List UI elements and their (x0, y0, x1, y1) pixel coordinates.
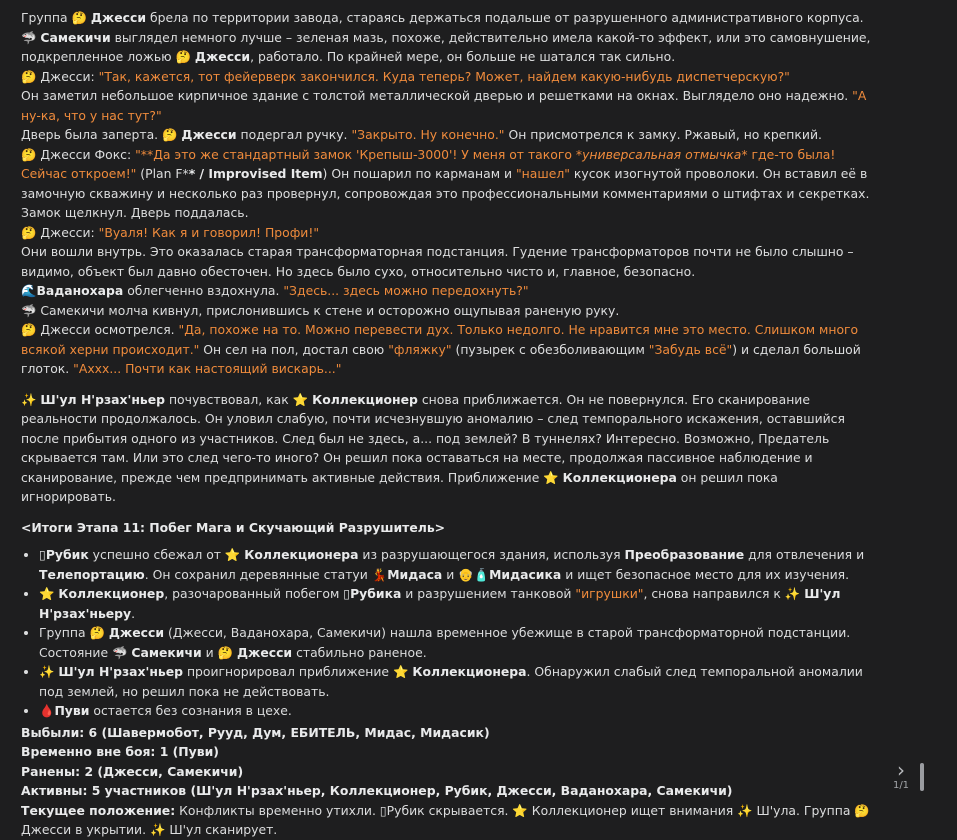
text-run: Он сел на пол, достал свою (199, 341, 389, 357)
text-run: "А ну-ка, что у нас тут?" (21, 88, 867, 123)
summary-item (39, 701, 871, 721)
text-run: выглядел немного лучше – зеленая мазь, похоже, действительно имела какой-то эффект, или это самовнушение, подкрепленное ложью 🤔 (21, 29, 871, 64)
text-run: Коллекционер (312, 391, 418, 407)
text-run: "**Да это же стандартный замок 'Крепыш-3000'! У меня от такого * (135, 146, 583, 162)
text-run: Текущее положение: (21, 802, 176, 818)
text-run: Ранены: 2 (Джесси, Самекичи) (21, 763, 244, 779)
text-run: Джесси (194, 49, 251, 64)
text-run: Мидаса (387, 566, 443, 582)
text-run: Рубик (45, 547, 89, 562)
text-run: Коллекционер (58, 586, 165, 601)
text-run: Коллекционера (244, 547, 359, 562)
text-run: 🤔 Джесси Фокс: (21, 146, 136, 162)
text-run: (Джесси, Ваданохара, Самекичи) нашла временное убежище в старой трансформаторной подстанции. Состояние 🦈 (39, 625, 851, 660)
text-run: * где-то была! Сейчас откроем!" (21, 146, 836, 181)
text-run: Выбыли: 6 (Шавермобот, Рууд, Дум, ЕБИТЕЛЬ, Мидас, Мидасик) (21, 724, 490, 740)
text-run: Дверь была заперта. 🤔 (21, 127, 182, 142)
stats-row (21, 742, 871, 762)
text-run: остается без сознания в цехе. (89, 703, 292, 718)
pager (890, 760, 912, 792)
story-paragraph (21, 145, 871, 204)
text-run: Коллекционера (562, 469, 677, 485)
text-run: Самекичи (40, 29, 111, 45)
text-run: 🤔 Джесси: (21, 224, 99, 240)
text-run: Группа 🤔 (39, 625, 109, 640)
text-run: Ш'ул Н'рзах'ньер (40, 391, 165, 407)
text-run: Джесси (236, 644, 293, 660)
text-run: Джесси (90, 10, 147, 25)
story-paragraph (21, 390, 871, 507)
text-run: Временно вне боя: 1 (Пуви) (21, 744, 219, 759)
text-run: Коллекционера (412, 664, 527, 679)
stats-row (21, 723, 871, 743)
summary-list (21, 545, 871, 721)
text-run: Преобразование (624, 547, 745, 562)
text-run: ⭐ (39, 586, 59, 601)
text-run: ) Он пошарил по карманам и (322, 166, 516, 181)
text-run: * / Improvised Item (188, 166, 323, 181)
summary-item (39, 584, 871, 623)
text-run: кусок изогнутой проволоки. Он вставил её в замочную скважину и несколько раз провернул, сопровождая это профессиональными комментариями о штифтах и секретках. (21, 166, 870, 201)
text-run: (пузырек с обезболивающим (451, 341, 649, 357)
text-run: 🤔 Джесси осмотрелся. (21, 322, 179, 337)
text-run: почувствовал, как ⭐ (165, 391, 313, 407)
page-count: 1/1 (892, 780, 910, 791)
text-run: он решил пока игнорировать. (21, 469, 778, 504)
text-run: . (131, 605, 136, 621)
story-paragraph (21, 67, 871, 87)
text-run: для отвлечения и (744, 547, 865, 562)
text-run: и ищет безопасное место для их изучения. (561, 566, 850, 582)
story-paragraph (21, 301, 871, 321)
text-run: Самекичи (131, 644, 202, 660)
story-paragraph (21, 8, 871, 67)
text-run: 🌊 (21, 283, 37, 298)
text-run: , работало. По крайней мере, он больше не шатался так сильно. (250, 49, 676, 64)
message-content (21, 8, 871, 840)
text-run: Джесси (108, 625, 165, 640)
text-run: Рубика (350, 586, 402, 601)
summary-item (39, 662, 871, 701)
text-run: . Обнаружил слабый след темпоральной аномалии под землей, но решил пока не действовать. (39, 664, 863, 699)
text-run: 🤔 Джесси: (21, 68, 99, 84)
story-paragraph (21, 242, 871, 281)
text-run: "Здесь... здесь можно передохнуть?" (283, 283, 529, 298)
text-run: 🩸 (39, 703, 55, 718)
stats-row (21, 762, 871, 782)
scrollbar[interactable] (920, 763, 924, 791)
stats-row (21, 781, 871, 801)
summary-title: <Итоги Этапа 11: Побег Мага и Скучающий Разрушитель> (21, 519, 446, 535)
text-run: снова приближается. Он не повернулся. Его сканирование реальности продолжалось. Он уловил слабую, почти исчезнувшую аномалию – след темпорального искажения, оставшийся после прибытия одного из участников. След был не здесь, а... под землей? В туннелях? Интересно. Возможно, Предатель скрывается там. Или это след чего-то иного? Он решил пока оставаться на месте, продолжая пассивное наблюдение и сканирование, прежде чем предпринимать активные действия. Приближение ⭐ (21, 391, 845, 485)
text-run: "Да, похоже на то. Можно перевести дух. Только недолго. Не нравится мне это место. Слишком много всякой херни происходит." (21, 322, 859, 357)
summary-item (39, 545, 871, 584)
text-run: и разрушением танковой (401, 586, 576, 601)
text-run: брела по территории завода, стараясь держаться подальше от разрушенного административного корпуса. 🦈 (21, 10, 864, 45)
text-run: Он присмотрелся к замку. Ржавый, но крепкий. (504, 127, 822, 142)
paragraph-gap (21, 379, 871, 390)
story-paragraph (21, 223, 871, 243)
text-run: из разрушающегося здания, используя (358, 547, 625, 562)
text-run: Группа 🤔 (21, 10, 91, 25)
text-run: , снова направился к ✨ (643, 586, 805, 601)
stats-row (21, 801, 871, 840)
story-paragraph (21, 86, 871, 125)
story-paragraph (21, 203, 871, 223)
text-run: Они вошли внутрь. Это оказалась старая трансформаторная подстанция. Гудение трансформаторов почти не было слышно – видимо, объект был давно обесточен. Но здесь было сухо, относительно чисто и, главное, безопасно. (21, 244, 854, 279)
summary-item (39, 623, 871, 662)
story-paragraph (21, 125, 871, 145)
text-run: . Он сохранил деревянные статуи 💃 (144, 566, 388, 582)
text-run: , разочарованный побегом ▯ (164, 586, 351, 601)
story-paragraph (21, 281, 871, 301)
text-run: "нашел" (515, 166, 570, 181)
text-run: Джесси (181, 127, 237, 142)
text-run: Ш'ул Н'рзах'ньер (58, 664, 183, 679)
text-run: и 👴🧴 (442, 566, 490, 582)
text-run: (Plan F* (136, 166, 189, 181)
text-run: "Забудь всё" (648, 341, 733, 357)
text-run: ▯ (39, 547, 46, 562)
story-text (21, 8, 871, 507)
text-run: Мидасика (489, 566, 562, 582)
text-run: подергал ручку. (236, 127, 352, 142)
text-run: Конфликты временно утихли. ▯Рубик скрывается. ⭐ Коллекционер ищет внимания ✨ Ш'ула. Группа 🤔 Джесси в укрытии. ✨ Ш'ул сканирует. (21, 802, 870, 837)
text-run: успешно сбежал от ⭐ (88, 547, 245, 562)
text-run: "Так, кажется, тот фейерверк закончился. Куда теперь? Может, найдем какую-нибудь диспетчерскую?" (98, 68, 790, 84)
text-run: и 🤔 (201, 644, 237, 660)
text-run: ✨ (21, 391, 41, 407)
next-chevron-icon[interactable]: › (897, 758, 905, 782)
text-run: "игрушки" (575, 586, 644, 601)
text-run: ) и сделал большой глоток. (21, 341, 861, 376)
text-run: ✨ (39, 664, 59, 679)
text-run: облегченно вздохнула. (123, 283, 284, 298)
stats-block (21, 723, 871, 840)
text-run: "фляжку" (388, 341, 452, 357)
text-run: стабильно раненое. (292, 644, 427, 660)
text-run: проигнорировал приближение ⭐ (183, 664, 413, 679)
text-run: Активны: 5 участников (Ш'ул Н'рзах'ньер, Коллекционер, Рубик, Джесси, Ваданохара, Самекичи) (21, 783, 733, 798)
text-run: "Вуаля! Как я и говорил! Профи!" (98, 224, 320, 240)
text-run: Ш'ул Н'рзах'ньеру (39, 586, 841, 621)
text-run: "Закрыто. Ну конечно." (351, 127, 505, 142)
text-run: Он заметил небольшое кирпичное здание с толстой металлической дверью и решетками на окнах. Выглядело оно надежно. (21, 88, 853, 103)
text-run: Ваданохара (36, 283, 124, 298)
text-run: универсальная отмычка (582, 146, 742, 162)
text-run: 🦈 Самекичи молча кивнул, прислонившись к стене и осторожно ощупывая раненую руку. (21, 302, 620, 318)
text-run: Телепортацию (39, 566, 145, 582)
text-run: Замок щелкнул. Дверь поддалась. (21, 205, 249, 220)
text-run: "Аххх... Почти как настоящий вискарь..." (73, 361, 342, 376)
text-run: Пуви (54, 703, 90, 718)
story-paragraph (21, 320, 871, 379)
